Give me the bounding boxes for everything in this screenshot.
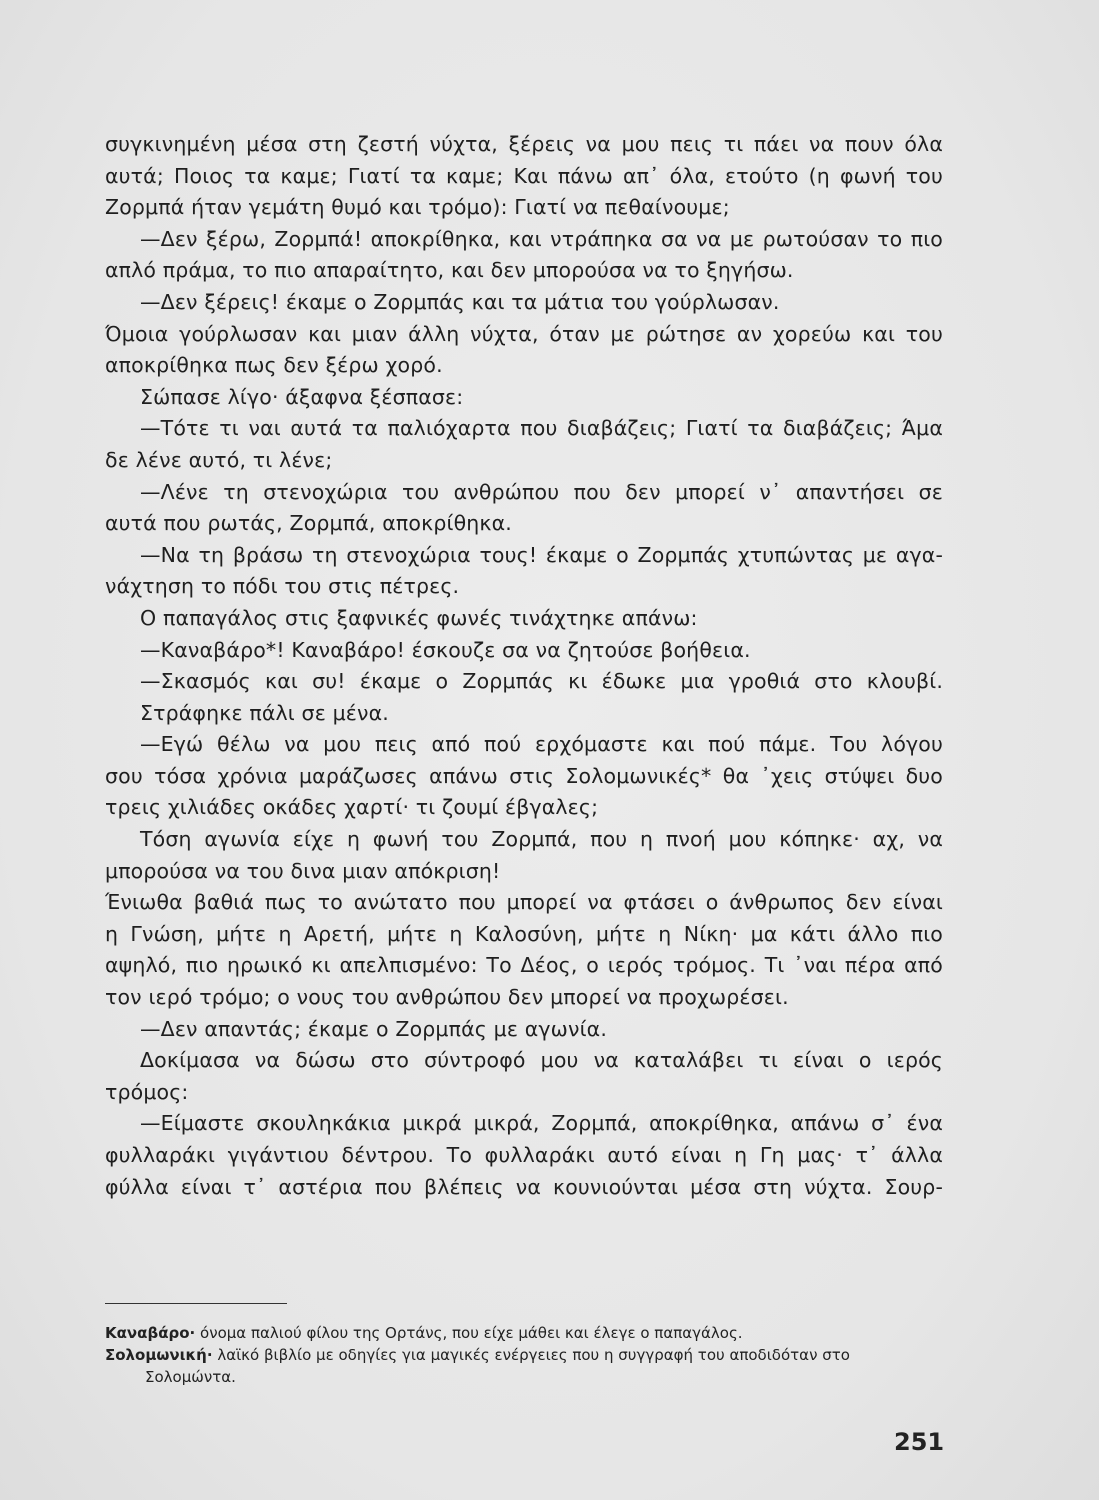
text-line: Στράφηκε πάλι σε μένα.: [140, 700, 389, 725]
text-line: αποκρίθηκα πως δεν ξέρω χορό.: [105, 353, 443, 378]
text-line: —Δεν ξέρεις! έκαμε ο Ζορμπάς και τα μάτια του γούρλωσαν.: [140, 289, 780, 314]
body-text: [105, 129, 943, 1203]
footnote-divider: [105, 1303, 287, 1304]
text-line: η Γνώση, μήτε η Αρετή, μήτε η Καλοσύνη, μήτε η Νίκη· μα κάτι άλλο πιο: [105, 921, 943, 946]
text-line: συγκινημένη μέσα στη ζεστή νύχτα, ξέρεις να μου πεις τι πάει να πουν όλα: [105, 132, 943, 156]
footnotes: [105, 1322, 950, 1388]
text-line: νάχτηση το πόδι του στις πέτρες.: [105, 574, 460, 599]
text-line: —Καναβάρο*! Καναβάρο! έσκουζε σα να ζητούσε βοήθεια.: [140, 637, 751, 662]
text-line: τρεις χιλιάδες οκάδες χαρτί· τι ζουμί έβγαλες;: [105, 795, 599, 820]
text-line: απλό πράμα, το πιο απαραίτητο, και δεν μπορούσα να το ξηγήσω.: [105, 258, 794, 283]
text-line: —Εγώ θέλω να μου πεις από πού ερχόμαστε και πού πάμε. Του λόγου: [140, 732, 943, 757]
text-line: —Δεν απαντάς; έκαμε ο Ζορμπάς με αγωνία.: [140, 1016, 607, 1041]
text-line: —Δεν ξέρω, Ζορμπά! αποκρίθηκα, και ντράπηκα σα να με ρωτούσαν το πιο: [140, 226, 943, 251]
text-line: —Λένε τη στενοχώρια του ανθρώπου που δεν μπορεί ν᾽ απαντήσει σε: [140, 479, 943, 504]
text-line: δε λένε αυτό, τι λένε;: [105, 447, 333, 472]
footnote-term: Καναβάρο·: [105, 1324, 196, 1342]
text-line: —Είμαστε σκουληκάκια μικρά μικρά, Ζορμπά, αποκρίθηκα, απάνω σ᾽ ένα: [140, 1111, 943, 1136]
page-number: 251: [894, 1428, 945, 1456]
footnote-term: Σολομωνική·: [105, 1346, 213, 1364]
text-line: φυλλαράκι γιγάντιου δέντρου. Το φυλλαράκι αυτό είναι η Γη μας· τ᾽ άλλα: [105, 1143, 943, 1167]
footnote-text: λαϊκό βιβλίο με οδηγίες για μαγικές ενέργειες που η συγγραφή του αποδιδόταν στο: [217, 1346, 850, 1364]
text-line: τρόμος:: [105, 1079, 189, 1104]
text-line: —Τότε τι ναι αυτά τα παλιόχαρτα που διαβάζεις; Γιατί τα διαβάζεις; Άμα: [140, 416, 943, 441]
text-line: Ο παπαγάλος στις ξαφνικές φωνές τινάχτηκε απάνω:: [140, 605, 698, 630]
text-line: σου τόσα χρόνια μαράζωσες απάνω στις Σολομωνικές* θα ᾽χεις στύψει δυο: [105, 763, 943, 788]
footnote-solomoniki: [105, 1344, 950, 1366]
text-line: —Σκασμός και συ! έκαμε ο Ζορμπάς κι έδωκε μια γροθιά στο κλουβί.: [140, 669, 943, 694]
text-line: αυτά που ρωτάς, Ζορμπά, αποκρίθηκα.: [105, 511, 512, 536]
text-line: Ένιωθα βαθιά πως το ανώτατο που μπορεί να φτάσει ο άνθρωπος δεν είναι: [105, 890, 943, 915]
text-line: μπορούσα να του δινα μιαν απόκριση!: [105, 858, 501, 883]
text-line: Ζορμπά ήταν γεμάτη θυμό και τρόμο): Γιατί να πεθαίνουμε;: [105, 195, 730, 220]
text-line: αψηλό, πιο ηρωικό κι απελπισμένο: Το Δέος, ο ιερός τρόμος. Τι ᾽ναι πέρα από: [105, 953, 943, 978]
text-line: Δοκίμασα να δώσω στο σύντροφό μου να καταλάβει τι είναι ο ιερός: [140, 1048, 943, 1073]
text-line: Όμοια γούρλωσαν και μιαν άλλη νύχτα, όταν με ρώτησε αν χορεύω και του: [105, 321, 943, 346]
footnote-kanavaro: [105, 1322, 950, 1344]
text-line: τον ιερό τρόμο; ο νους του ανθρώπου δεν μπορεί να προχωρέσει.: [105, 985, 789, 1010]
text-line: Σώπασε λίγο· άξαφνα ξέσπασε:: [140, 384, 464, 409]
footnote-continuation: Σολομώντα.: [145, 1368, 236, 1386]
text-line: αυτά; Ποιος τα καμε; Γιατί τα καμε; Και πάνω απ᾽ όλα, ετούτο (η φωνή του: [105, 163, 943, 188]
footnote-text: όνομα παλιού φίλου της Ορτάνς, που είχε μάθει και έλεγε ο παπαγάλος.: [200, 1324, 743, 1342]
text-line: Τόση αγωνία είχε η φωνή του Ζορμπά, που η πνοή μου κόπηκε· αχ, να: [140, 827, 943, 852]
text-line: —Να τη βράσω τη στενοχώρια τους! έκαμε ο Ζορμπάς χτυπώντας με αγα-: [140, 542, 943, 567]
text-line: φύλλα είναι τ᾽ αστέρια που βλέπεις να κουνιούνται μέσα στη νύχτα. Σουρ-: [105, 1174, 943, 1199]
